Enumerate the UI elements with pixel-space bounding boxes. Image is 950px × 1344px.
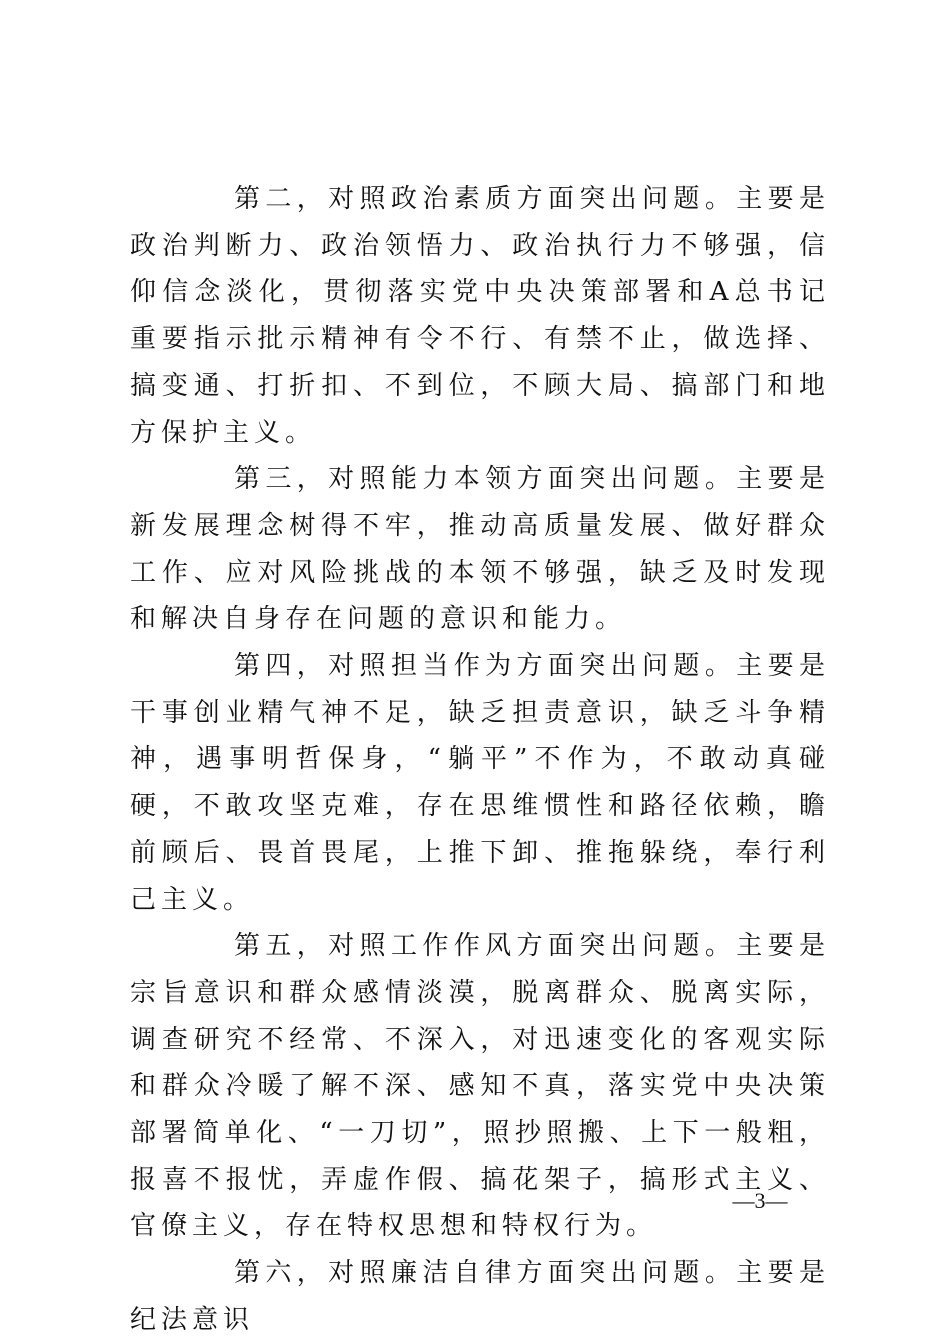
- document-body: [130, 176, 830, 1344]
- paragraph-politics: 第二，对照政治素质方面突出问题。主要是政治判断力、政治领悟力、政治执行力不够强，信仰信念淡化，贯彻落实党中央决策部署和A总书记重要指示批示精神有令不行、有禁不止，做选择、搞变通、打折扣、不到位，不顾大局、搞部门和地方保护主义。: [130, 184, 830, 448]
- paragraph-work-style: 第五，对照工作作风方面突出问题。主要是宗旨意识和群众感情淡漠，脱离群众、脱离实际，调查研究不经常、不深入，对迅速变化的客观实际和群众冷暖了解不深、感知不真，落实党中央决策部署简单化、“一刀切”，照抄照搬、上下一般粗，报喜不报忧，弄虚作假、搞花架子，搞形式主义、官僚主义，存在特权思想和特权行为。: [130, 931, 830, 1242]
- paragraph-ability: 第三，对照能力本领方面突出问题。主要是新发展理念树得不牢，推动高质量发展、做好群众工作、应对风险挑战的本领不够强，缺乏及时发现和解决自身存在问题的意识和能力。: [130, 464, 830, 635]
- page-number: —3—: [732, 1188, 788, 1213]
- paragraph-responsibility: 第四，对照担当作为方面突出问题。主要是干事创业精气神不足，缺乏担责意识，缺乏斗争精神，遇事明哲保身，“躺平”不作为，不敢动真碰硬，不敢攻坚克难，存在思维惯性和路径依赖，瞻前顾后、畏首畏尾，上推下卸、推拖躲绕，奉行利己主义。: [130, 651, 830, 915]
- paragraph-integrity: 第六，对照廉洁自律方面突出问题。主要是纪法意识: [130, 1258, 830, 1335]
